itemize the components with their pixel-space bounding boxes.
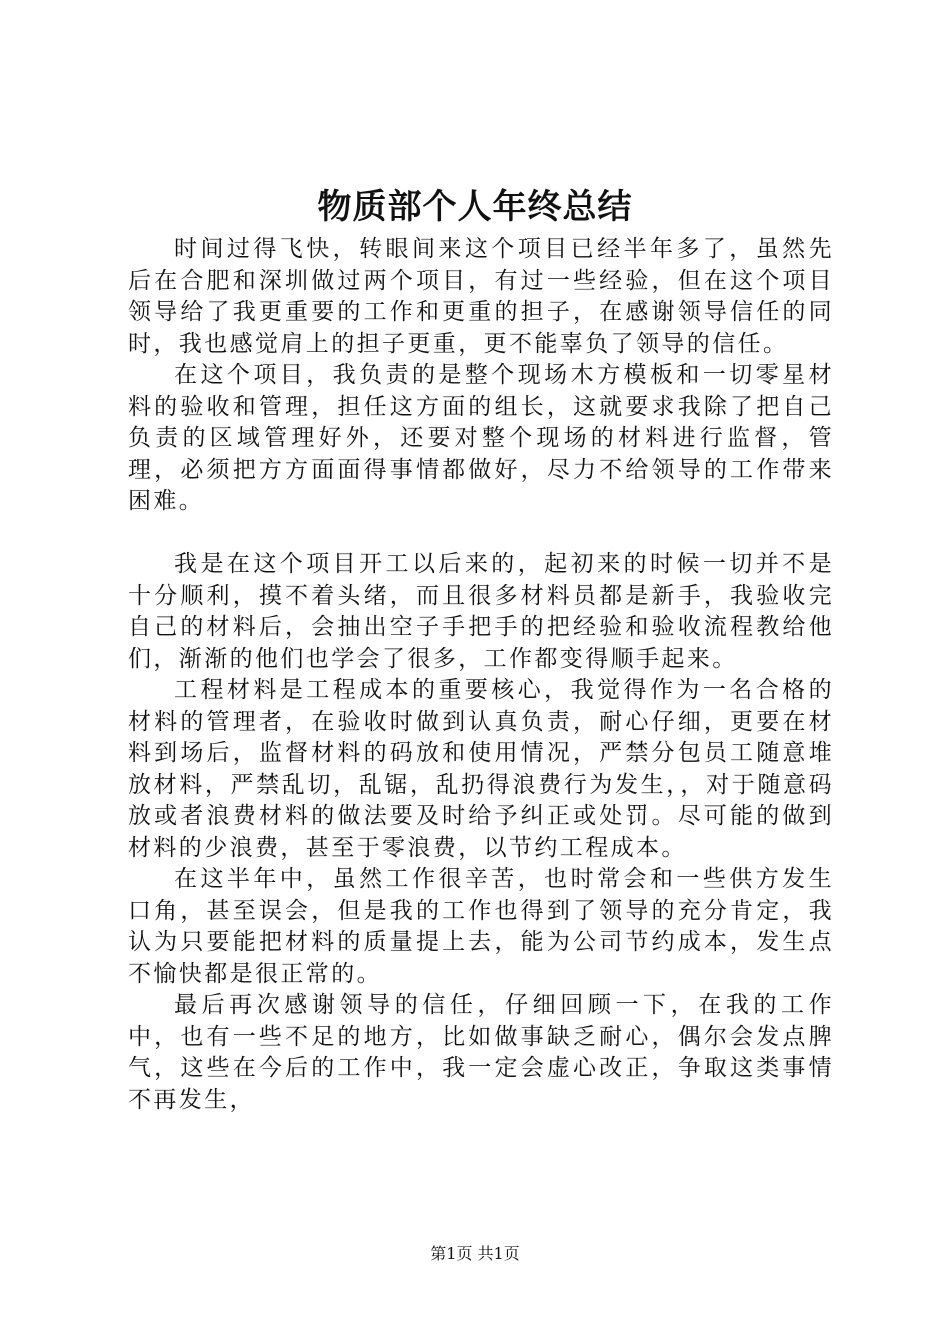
paragraph: 我是在这个项目开工以后来的，起初来的时候一切并不是十分顺利，摸不着头绪，而且很多材料员都是新手，我验收完自己的材料后，会抽出空子手把手的把经验和验收流程教给他们，渐渐的他们也学会了很多，工作都变得顺手起来。 (128, 551, 834, 672)
paragraph: 最后再次感谢领导的信任，仔细回顾一下，在我的工作中，也有一些不足的地方，比如做事缺乏耐心，偶尔会发点脾气，这些在今后的工作中，我一定会虚心改正，争取这类事情不再发生， (128, 992, 834, 1113)
paragraph: 在这半年中，虽然工作很辛苦，也时常会和一些供方发生口角，甚至误会，但是我的工作也得到了领导的充分肯定，我认为只要能把材料的质量提上去，能为公司节约成本，发生点不愉快都是很正常的。 (128, 866, 834, 987)
paragraph: 在这个项目，我负责的是整个现场木方模板和一切零星材料的验收和管理，担任这方面的组长，这就要求我除了把自己负责的区域管理好外，还要对整个现场的材料进行监督，管理，必须把方方面面得事情都做好，尽力不给领导的工作带来困难。 (128, 362, 834, 514)
paragraph: 时间过得飞快，转眼间来这个项目已经半年多了，虽然先后在合肥和深圳做过两个项目，有过一些经验，但在这个项目领导给了我更重要的工作和更重的担子，在感谢领导信任的同时，我也感觉肩上的担子更重，更不能辜负了领导的信任。 (128, 236, 834, 357)
paragraph: 工程材料是工程成本的重要核心，我觉得作为一名合格的材料的管理者，在验收时做到认真负责，耐心仔细，更要在材料到场后，监督材料的码放和使用情况，严禁分包员工随意堆放材料，严禁乱切，乱锯，乱扔得浪费行为发生，，对于随意码放或者浪费材料的做法要及时给予纠正或处罚。尽可能的做到材料的少浪费，甚至于零浪费，以节约工程成本。 (128, 677, 834, 861)
document-body (128, 234, 834, 1116)
page-number-footer: 第1页 共1页 (430, 1244, 520, 1263)
document-title: 物质部个人年终总结 (317, 187, 633, 227)
